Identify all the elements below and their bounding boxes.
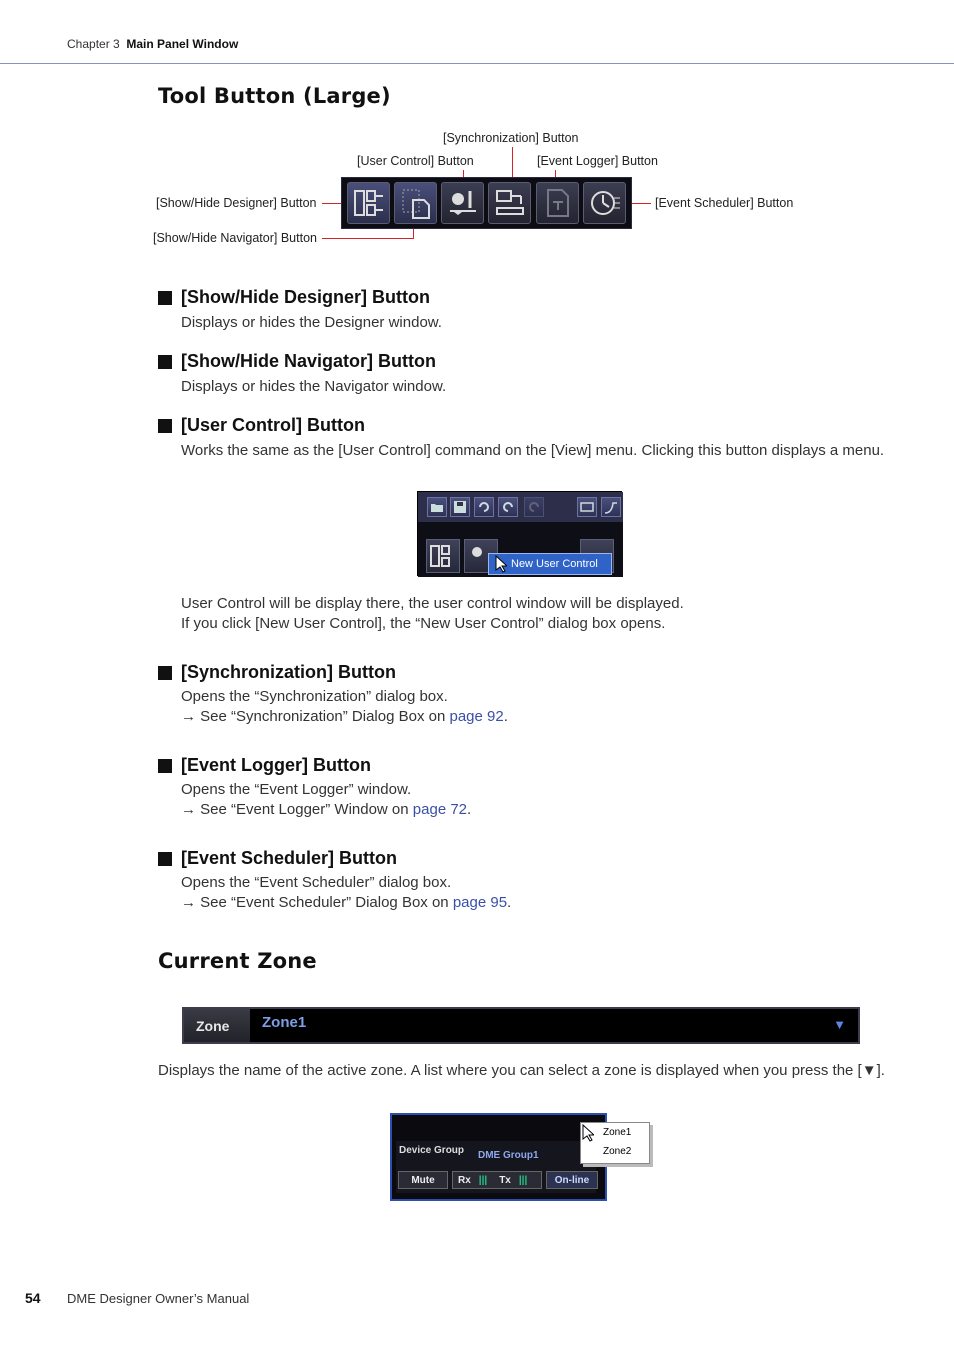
manual-title: DME Designer Owner’s Manual (67, 1291, 250, 1306)
text-show-hide-designer: Displays or hides the Designer window. (181, 314, 442, 331)
open-folder-icon[interactable] (427, 497, 447, 517)
heading-text: [Show/Hide Designer] Button (181, 287, 430, 307)
period: . (503, 708, 508, 725)
device-group-label: Device Group (399, 1145, 465, 1156)
event-scheduler-button[interactable] (583, 182, 626, 224)
bullet-square (158, 852, 172, 866)
heading-show-hide-navigator (158, 351, 436, 372)
dropdown-arrow-icon[interactable]: ▼ (833, 1017, 846, 1032)
zone-option-1[interactable]: Zone1 (603, 1127, 632, 1138)
navigator-icon (399, 186, 433, 220)
tx-meter-icon: ||| (518, 1174, 528, 1186)
bullet-square (158, 419, 172, 433)
callout-show-hide-navigator: [Show/Hide Navigator] Button (153, 231, 317, 245)
heading-text: [Event Scheduler] Button (181, 848, 398, 868)
period: . (507, 894, 512, 911)
text-show-hide-navigator: Displays or hides the Navigator window. (181, 378, 447, 395)
see-event-logger (181, 800, 471, 820)
new-user-control-menu-item[interactable]: New User Control (488, 553, 612, 575)
text-synchronization: Opens the “Synchronization” dialog box. (181, 688, 448, 705)
callout-show-hide-designer: [Show/Hide Designer] Button (156, 196, 317, 210)
event-logger-button[interactable] (536, 182, 579, 224)
undo-icon[interactable] (474, 497, 494, 517)
heading-synchronization (158, 662, 396, 683)
callout-line-navigator-h (322, 238, 414, 239)
current-zone-title: Current Zone (158, 949, 317, 973)
designer-button-mini[interactable] (426, 539, 460, 573)
callout-user-control: [User Control] Button (357, 154, 474, 168)
show-hide-designer-button[interactable] (347, 182, 390, 224)
user-control-menu-screenshot (417, 491, 622, 576)
mouse-cursor-icon (495, 555, 507, 573)
heading-show-hide-designer (158, 287, 430, 308)
heading-text: [Show/Hide Navigator] Button (181, 351, 436, 371)
window-icon[interactable] (577, 497, 597, 517)
see-event-scheduler (181, 893, 511, 913)
see-synchronization (181, 707, 508, 727)
period: . (467, 801, 472, 818)
zone-value: Zone1 (262, 1014, 307, 1031)
text-user-control: Works the same as the [User Control] command on the [View] menu. Clicking this button displays a menu. (181, 442, 885, 459)
designer-icon (352, 186, 386, 220)
bullet-square (158, 666, 172, 680)
user-control-button[interactable] (441, 182, 484, 224)
callout-event-logger: [Event Logger] Button (537, 154, 658, 168)
bullet-square (158, 291, 172, 305)
tool-button-title: Tool Button (Large) (158, 84, 391, 108)
small-toolbar (418, 492, 623, 522)
current-zone-description: Displays the name of the active zone. A list where you can select a zone is displayed when you press the [▼]. (158, 1062, 885, 1079)
zone-option-2[interactable]: Zone2 (603, 1146, 632, 1157)
bullet-square (158, 759, 172, 773)
header-rule (0, 63, 954, 64)
text-event-scheduler: Opens the “Event Scheduler” dialog box. (181, 874, 452, 891)
curve-icon[interactable] (601, 497, 621, 517)
rx-meter-icon: ||| (478, 1174, 488, 1186)
see-text: → See “Event Logger” Window on (181, 801, 413, 818)
user-control-note-1: User Control will be display there, the user control window will be displayed. (181, 595, 684, 612)
heading-text: [Synchronization] Button (181, 662, 396, 682)
online-button[interactable]: On-line (546, 1171, 598, 1189)
zone-label: Zone (184, 1009, 250, 1042)
rx-tx-indicator (452, 1171, 542, 1189)
heading-text: [Event Logger] Button (181, 755, 371, 775)
callout-event-scheduler: [Event Scheduler] Button (655, 196, 794, 210)
heading-event-logger (158, 755, 371, 776)
text-event-logger: Opens the “Event Logger” window. (181, 781, 412, 798)
running-header (67, 37, 238, 51)
device-group-value: DME Group1 (478, 1150, 539, 1161)
page-number: 54 (25, 1290, 41, 1306)
save-icon[interactable] (450, 497, 470, 517)
current-zone-bar[interactable] (182, 1007, 860, 1044)
synchronization-icon (493, 186, 527, 220)
user-control-note-2: If you click [New User Control], the “New User Control” dialog box opens. (181, 615, 666, 632)
bullet-square (158, 355, 172, 369)
section-label: Main Panel Window (126, 37, 239, 51)
redo-icon[interactable] (498, 497, 518, 517)
clock-icon (588, 186, 622, 220)
event-logger-icon (541, 186, 575, 220)
tool-button-bar (341, 177, 632, 229)
see-text: → See “Event Scheduler” Dialog Box on (181, 894, 453, 911)
show-hide-navigator-button[interactable] (394, 182, 437, 224)
link-page-92[interactable]: page 92 (449, 708, 504, 725)
chapter-label: Chapter 3 (67, 37, 120, 51)
see-text: → See “Synchronization” Dialog Box on (181, 708, 450, 725)
mute-button[interactable]: Mute (398, 1171, 448, 1189)
link-page-72[interactable]: page 72 (412, 801, 468, 818)
zone-dropdown-screenshot (390, 1113, 607, 1201)
callout-synchronization: [Synchronization] Button (443, 131, 579, 145)
redo-disabled-icon[interactable] (524, 497, 544, 517)
synchronization-button[interactable] (488, 182, 531, 224)
mouse-cursor-icon (582, 1124, 594, 1142)
heading-event-scheduler (158, 848, 397, 869)
user-control-icon (446, 186, 480, 220)
link-page-95[interactable]: page 95 (452, 894, 508, 911)
rx-label: Rx (458, 1174, 471, 1186)
heading-text: [User Control] Button (181, 415, 365, 435)
heading-user-control (158, 415, 365, 436)
device-group-panel (396, 1141, 596, 1193)
tx-label: Tx (499, 1174, 511, 1186)
